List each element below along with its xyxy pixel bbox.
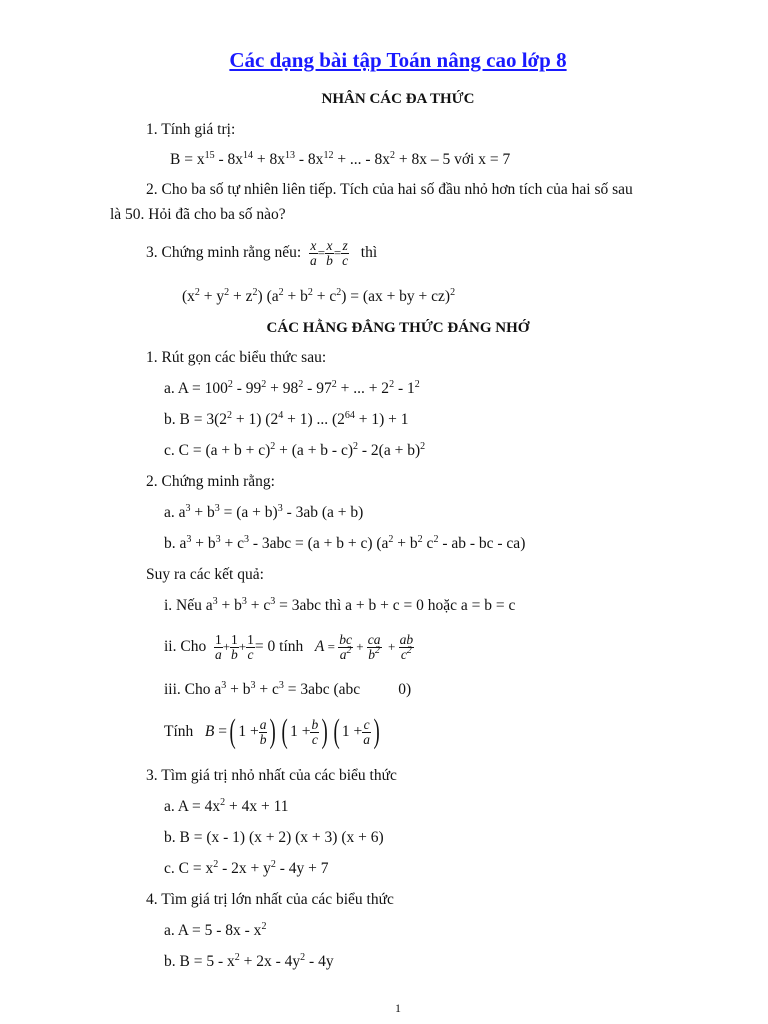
tinh-B-expression: Tính B =( 1 + $\frac{a}{b}$ ) ( 1 + $\frac{b}{c}$ ) ( 1 + $\frac{c}{a}$ ) [164, 713, 380, 751]
identities-problem-4a: a. $A = 5 - 8x - x^2$ [164, 921, 267, 939]
problem-3-statement: 3. Chứng minh rằng nếu: $\frac{x}{a}$ = $\frac{x}{b}$ = $\frac{z}{c}$ thì [146, 237, 378, 268]
identities-problem-2a: a. $a^3 + b^3 = (a + b)^3 - 3ab$ (a + b) [164, 503, 364, 521]
section-heading-multiply: NHÂN CÁC ĐA THỨC [321, 91, 475, 107]
consequence-i: i. Nếu $a^3 + b^3 + c^3 = 3abc$ thì a + b + c = 0 hoặc a = b = c [164, 596, 516, 614]
section-heading-identities: CÁC HẰNG ĐẲNG THỨC ĐÁNG NHỚ [266, 320, 530, 336]
identities-problem-3-label: 3. Tìm giá trị nhỏ nhất của các biểu thức [146, 767, 397, 784]
identities-problem-2b: b. $a^3 + b^3 + c^3 - 3abc = (a + b + c) (a^2 + b^2$ $c^2$ - ab - bc - ca) [164, 534, 526, 552]
problem-1-label: 1. Tính giá trị: [146, 121, 236, 138]
identities-problem-1c: c. $C = (a + b + c)^2 + (a + b - c)^2 - 2(a + b)^2$ [164, 441, 426, 459]
fraction-x-over-b: $\frac{x}{b}$ [326, 237, 333, 268]
identities-problem-3a: a. $A = 4x^2 + 4x + 11$ [164, 797, 289, 815]
fraction-x-over-a: $\frac{x}{a}$ [309, 237, 317, 268]
page-number: 1 [395, 1001, 401, 1015]
identities-problem-1b: b. $B = 3(2^2 + 1) (2^4 + 1)$ ... $(2^{64} + 1) + 1$ [164, 410, 409, 428]
identities-problem-4b: b. $B = 5 - x^2 + 2x - 4y^2 - 4y$ [164, 952, 334, 970]
document-title[interactable]: Các dạng bài tập Toán nâng cao lớp 8 [229, 48, 567, 72]
problem-2-line-1: 2. Cho ba số tự nhiên liên tiếp. Tích của hai số đầu nhỏ hơn tích của hai số sau [146, 181, 633, 198]
document-title-wrap [0, 50, 768, 73]
problem-3-identity: $(x^2 + y^2 + z^2) (a^2 + b^2 + c^2) = (ax$ + by + cz)$^2$ [182, 287, 456, 305]
identities-problem-2-label: 2. Chứng minh rằng: [146, 473, 275, 490]
identities-problem-3b: b. B = (x - 1) (x + 2) (x + 3) (x + 6) [164, 829, 384, 846]
identities-problem-3c: c. $C = x^2 - 2x + y^2 - 4y + 7$ [164, 859, 329, 877]
identities-problem-1-label: 1. Rút gọn các biểu thức sau: [146, 349, 327, 366]
problem-1-expression: $B = x^{15} - 8x^{14} + 8x^{13} - 8x^{12}$ + ... - $8x^2 + 8x - 5$ với x = 7 [170, 150, 511, 168]
consequence-iii: iii. Cho $a^3 + b^3 + c^3 = 3abc$ (abc 0) [164, 680, 412, 698]
consequences-label: Suy ra các kết quả: [146, 566, 264, 583]
fraction-z-over-c: $\frac{z}{c}$ [342, 237, 349, 268]
problem-2-line-2: là 50. Hỏi đã cho ba số nào? [110, 206, 286, 223]
identities-problem-1a: a. $A = 100^2 - 99^2 + 98^2 - 97^2$ + ... + $2^2 - 1^2$ [164, 379, 420, 397]
identities-problem-4-label: 4. Tìm giá trị lớn nhất của các biểu thức [146, 891, 394, 908]
consequence-ii: ii. Cho $\frac{1}{a}$ + $\frac{1}{b}$ + $\frac{1}{c}$ = 0 tính A = $\frac{bc}{a^2}$ + $\frac{ca}{b^2}$ + $\frac{ab}{c^2}$ [164, 631, 414, 662]
